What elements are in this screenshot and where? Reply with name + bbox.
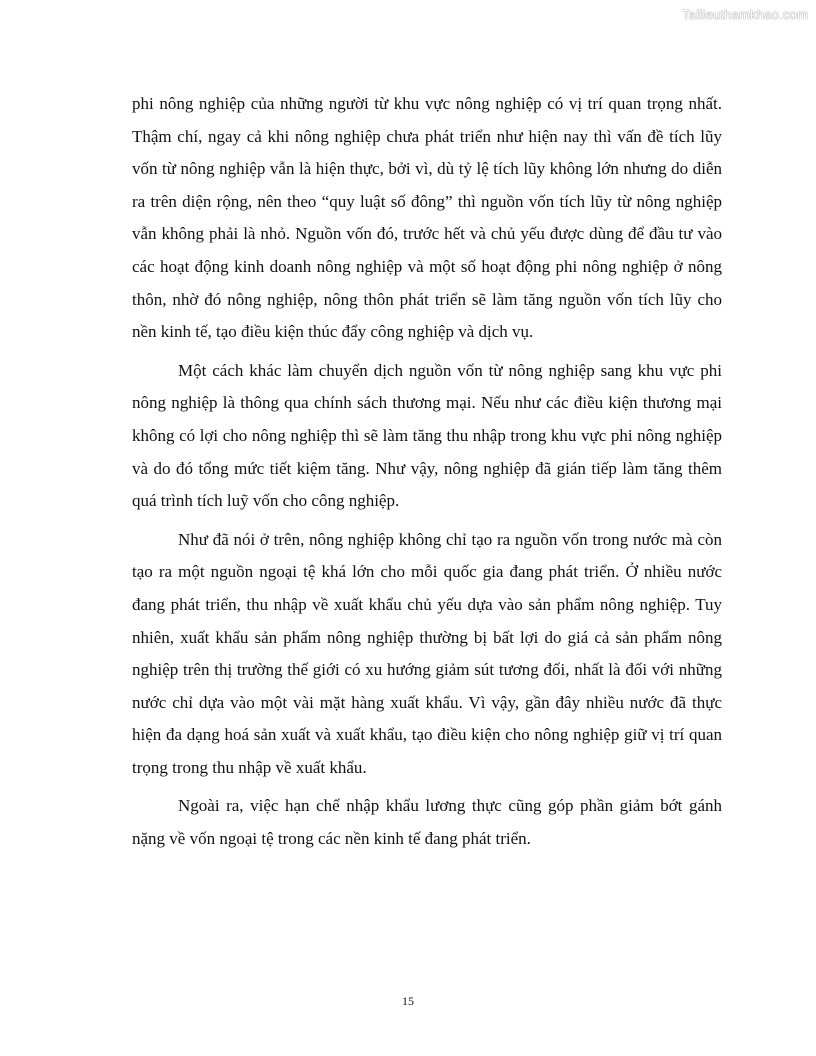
paragraph-trade-policy: Một cách khác làm chuyển dịch nguồn vốn từ nông nghiệp sang khu vực phi nông nghiệp là thông qua chính sách thương mại. Nếu như các điều kiện thương mại không có lợi cho nông nghiệp thì sẽ làm tăng thu nhập trong khu vực phi nông nghiệp và do đó tổng mức tiết kiệm tăng. Như vậy, nông nghiệp đã gián tiếp làm tăng thêm quá trình tích luỹ vốn cho công nghiệp. <box>132 360 722 511</box>
site-watermark: Tailieuthamkhao.com <box>682 7 808 22</box>
page-number: 15 <box>402 994 414 1008</box>
paragraph-foreign-currency: Như đã nói ở trên, nông nghiệp không chỉ tạo ra nguồn vốn trong nước mà còn tạo ra một nguồn ngoại tệ khá lớn cho mỗi quốc gia đang phát triển. Ở nhiều nước đang phát triển, thu nhập về xuất khẩu chủ yếu dựa vào sản phẩm nông nghiệp. Tuy nhiên, xuất khẩu sản phẩm nông nghiệp thường bị bất lợi do giá cả sản phẩm nông nghiệp trên thị trường thế giới có xu hướng giảm sút tương đối, nhất là đối với những nước chỉ dựa vào một vài mặt hàng xuất khẩu. Vì vậy, gần đây nhiều nước đã thực hiện đa dạng hoá sản xuất và xuất khẩu, tạo điều kiện cho nông nghiệp giữ vị trí quan trọng trong thu nhập về xuất khẩu. <box>132 529 722 777</box>
paragraph-import-restriction: Ngoài ra, việc hạn chế nhập khẩu lương thực cũng góp phần giảm bớt gánh nặng về vốn ngoại tệ trong các nền kinh tế đang phát triển. <box>132 796 722 849</box>
paragraph-continued: phi nông nghiệp của những người từ khu vực nông nghiệp có vị trí quan trọng nhất. Thậm chí, ngay cả khi nông nghiệp chưa phát triển như hiện nay thì vấn đề tích lũy vốn từ nông nghiệp vẫn là hiện thực, bởi vì, dù tỷ lệ tích lũy không lớn nhưng do diễn ra trên diện rộng, nên theo “quy luật số đông” thì nguồn vốn tích lũy từ nông nghiệp vẫn không phải là nhỏ. Nguồn vốn đó, trước hết và chủ yếu được dùng để đầu tư vào các hoạt động kinh doanh nông nghiệp và một số hoạt động phi nông nghiệp ở nông thôn, nhờ đó nông nghiệp, nông thôn phát triển sẽ làm tăng nguồn vốn tích lũy cho nền kinh tế, tạo điều kiện thúc đẩy công nghiệp và dịch vụ. <box>132 94 722 342</box>
document-body <box>132 88 722 862</box>
